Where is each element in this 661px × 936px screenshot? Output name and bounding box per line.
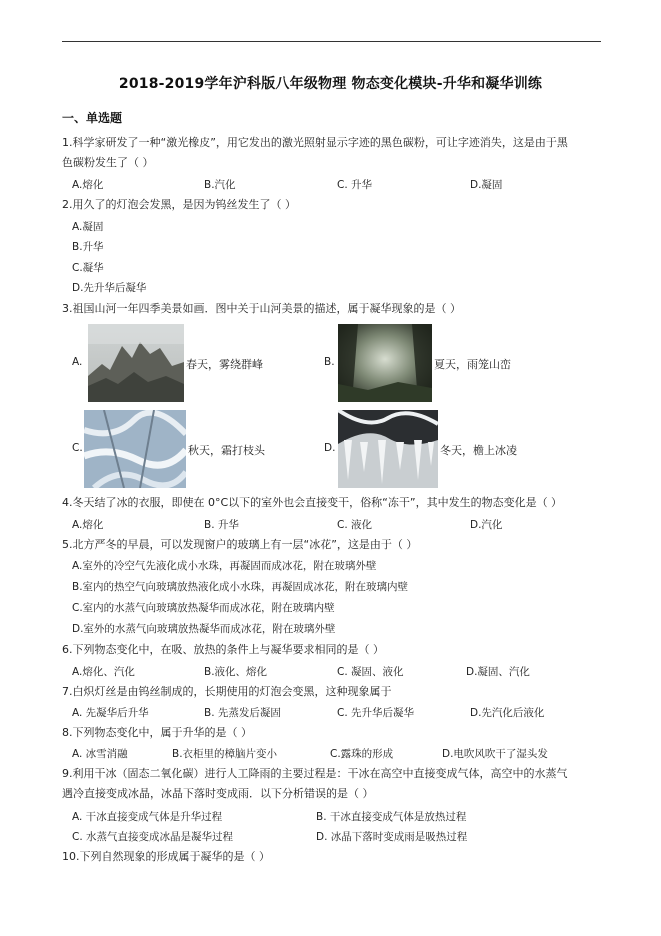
q8-option-d[interactable]: D.电吹风吹干了湿头发	[442, 748, 548, 760]
q9-option-a[interactable]: A. 干冰直接变成气体是升华过程	[72, 811, 223, 823]
q3-option-c-letter[interactable]: C.	[72, 442, 83, 454]
q3-option-b-caption: 夏天，雨笼山峦	[434, 358, 511, 371]
question-9-line-1: 9.利用干冰（固态二氧化碳）进行人工降雨的主要过程是：干冰在高空中直接变成气体，高空中的水蒸气	[62, 767, 568, 780]
q4-option-c[interactable]: C. 液化	[337, 519, 373, 531]
q7-option-c[interactable]: C. 先升华后凝华	[337, 707, 415, 719]
q1-option-a[interactable]: A.熔化	[72, 179, 104, 191]
question-8-stem: 8.下列物态变化中，属于升华的是（ ）	[62, 726, 252, 739]
q8-option-b[interactable]: B.衣柜里的樟脑片变小	[172, 748, 278, 760]
q7-option-a[interactable]: A. 先凝华后升华	[72, 707, 149, 719]
q7-option-d[interactable]: D.先汽化后液化	[470, 707, 545, 719]
q6-option-c[interactable]: C. 凝固、液化	[337, 666, 404, 678]
question-3-stem: 3.祖国山河一年四季美景如画．图中关于山河美景的描述，属于凝华现象的是（ ）	[62, 302, 461, 315]
question-4-stem: 4.冬天结了冰的衣服，即使在 0°C以下的室外也会直接变干，俗称“冻干”，其中发生的物态变化是（ ）	[62, 496, 563, 509]
q1-option-b[interactable]: B.汽化	[204, 179, 236, 191]
q3-option-a-image[interactable]	[88, 324, 184, 402]
page-title: 2018-2019学年沪科版八年级物理 物态变化模块-升华和凝华训练	[118, 76, 543, 92]
q7-option-b[interactable]: B. 先蒸发后凝固	[204, 707, 281, 719]
q2-option-b[interactable]: B.升华	[72, 241, 104, 253]
q5-option-b[interactable]: B.室内的热空气向玻璃放热液化成小水珠，再凝固成冰花，附在玻璃内壁	[72, 581, 409, 593]
section-heading: 一、单选题	[62, 111, 123, 125]
q3-option-a-caption: 春天，雾绕群峰	[186, 358, 263, 371]
q3-option-d-letter[interactable]: D.	[324, 442, 336, 454]
q5-option-a[interactable]: A.室外的冷空气先液化成小水珠，再凝固而成冰花，附在玻璃外壁	[72, 560, 377, 572]
question-7-stem: 7.白炽灯丝是由钨丝制成的，长期使用的灯泡会变黑，这种现象属于	[62, 685, 392, 698]
q9-option-b[interactable]: B. 干冰直接变成气体是放热过程	[316, 811, 467, 823]
header-rule	[62, 41, 601, 42]
q8-option-c[interactable]: C.露珠的形成	[330, 748, 394, 760]
q3-option-b-image[interactable]	[338, 324, 432, 402]
q3-option-a-letter[interactable]: A.	[72, 356, 83, 368]
q2-option-c[interactable]: C.凝华	[72, 262, 104, 274]
q1-option-d[interactable]: D.凝固	[470, 179, 503, 191]
q2-option-a[interactable]: A.凝固	[72, 221, 104, 233]
q5-option-c[interactable]: C.室内的水蒸气向玻璃放热凝华而成冰花，附在玻璃内壁	[72, 602, 335, 614]
question-1-stem	[62, 133, 607, 173]
question-5-stem: 5.北方严冬的早晨，可以发现窗户的玻璃上有一层“冰花”，这是由于（ ）	[62, 538, 418, 551]
q8-option-a[interactable]: A. 冰雪消融	[72, 748, 128, 760]
q6-option-a[interactable]: A.熔化、汽化	[72, 666, 135, 678]
q6-option-b[interactable]: B.液化、熔化	[204, 666, 268, 678]
q4-option-a[interactable]: A.熔化	[72, 519, 104, 531]
question-10-stem: 10.下列自然现象的形成属于凝华的是（ ）	[62, 850, 270, 863]
q9-option-c[interactable]: C. 水蒸气直接变成冰晶是凝华过程	[72, 831, 234, 843]
question-1-line-1: 1.科学家研发了一种“激光橡皮”，用它发出的激光照射显示字迹的黑色碳粉，可让字迹消失，这是由于黑	[62, 136, 568, 149]
q2-option-d[interactable]: D.先升华后凝华	[72, 282, 147, 294]
question-1-line-2: 色碳粉发生了（ ）	[62, 156, 154, 169]
q3-option-d-image[interactable]	[338, 410, 438, 488]
q4-option-d[interactable]: D.汽化	[470, 519, 503, 531]
q3-option-c-caption: 秋天，霜打枝头	[188, 444, 265, 457]
q3-option-d-caption: 冬天，檐上冰凌	[440, 444, 517, 457]
question-2-stem: 2.用久了的灯泡会发黑，是因为钨丝发生了（ ）	[62, 198, 296, 211]
question-9-line-2: 遇冷直接变成冰晶，冰晶下落时变成雨．以下分析错误的是（ ）	[62, 787, 374, 800]
q9-option-d[interactable]: D. 冰晶下落时变成雨是吸热过程	[316, 831, 468, 843]
q5-option-d[interactable]: D.室外的水蒸气向玻璃放热凝华而成冰花，附在玻璃外壁	[72, 623, 336, 635]
q4-option-b[interactable]: B. 升华	[204, 519, 239, 531]
question-9-stem	[62, 764, 607, 804]
q3-option-b-letter[interactable]: B.	[324, 356, 335, 368]
q6-option-d[interactable]: D.凝固、汽化	[466, 666, 530, 678]
question-6-stem: 6.下列物态变化中，在吸、放热的条件上与凝华要求相同的是（ ）	[62, 643, 384, 656]
q1-option-c[interactable]: C. 升华	[337, 179, 373, 191]
q3-option-c-image[interactable]	[84, 410, 186, 488]
